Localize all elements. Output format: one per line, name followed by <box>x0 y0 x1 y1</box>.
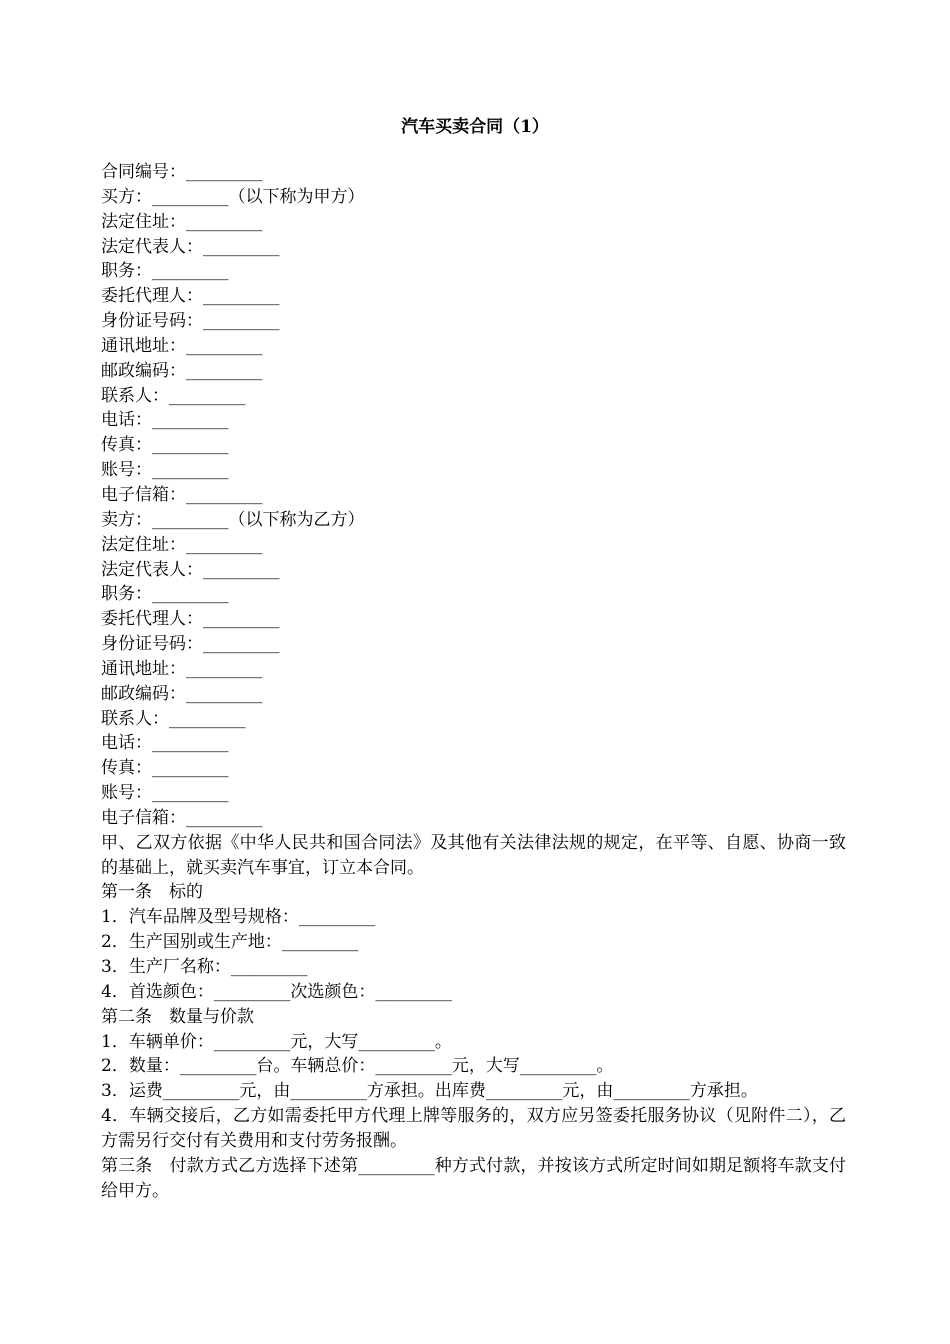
field-contract-number: 合同编号：_________ <box>101 162 263 182</box>
document-body <box>101 160 846 1203</box>
field-seller-agent: 委托代理人：_________ <box>101 609 280 630</box>
field-buyer-account: 账号：_________ <box>101 460 229 481</box>
article-2-heading: 第二条 数量与价款 <box>101 1006 254 1027</box>
field-seller-postcode: 邮政编码：_________ <box>101 683 263 704</box>
article-2-item-3: 3．运费_________元，由_________方承担。出库费_________元，由_________方承担。 <box>101 1081 758 1102</box>
field-seller-mail-address: 通讯地址：_________ <box>101 658 263 679</box>
article-1-heading: 第一条 标的 <box>101 882 203 903</box>
field-buyer-mail-address: 通讯地址：_________ <box>101 335 263 356</box>
field-seller-fax: 传真：_________ <box>101 758 229 779</box>
field-buyer-phone: 电话：_________ <box>101 410 229 431</box>
article-1-item-1: 1．汽车品牌及型号规格：_________ <box>101 907 376 928</box>
field-seller-address: 法定住址：_________ <box>101 534 263 555</box>
field-buyer-agent: 委托代理人：_________ <box>101 286 280 307</box>
article-2-item-2: 2．数量：_________台。车辆总价：_________元，大写_________。 <box>101 1056 614 1077</box>
field-buyer-fax: 传真：_________ <box>101 435 229 456</box>
field-seller-legal-rep: 法定代表人：_________ <box>101 559 280 580</box>
intro-paragraph: 甲、乙双方依据《中华人民共和国合同法》及其他有关法律法规的规定，在平等、自愿、协商一致的基础上，就买卖汽车事宜，订立本合同。 <box>101 832 846 878</box>
field-seller-id-number: 身份证号码：_________ <box>101 634 280 655</box>
field-buyer-contact: 联系人：_________ <box>101 385 246 406</box>
field-seller-contact: 联系人：_________ <box>101 708 246 729</box>
article-2-item-4: 4．车辆交接后，乙方如需委托甲方代理上牌等服务的，双方应另签委托服务协议（见附件二），乙方需另行交付有关费用和支付劳务报酬。 <box>101 1106 846 1151</box>
field-seller-email: 电子信箱：_________ <box>101 807 263 828</box>
field-buyer-address: 法定住址：_________ <box>101 211 263 232</box>
article-1-item-4: 4．首选颜色：_________次选颜色：_________ <box>101 981 452 1002</box>
article-2-item-1: 1．车辆单价：_________元，大写_________。 <box>101 1031 452 1052</box>
article-1-item-3: 3．生产厂名称：_________ <box>101 957 308 977</box>
field-buyer-email: 电子信箱：_________ <box>101 484 263 505</box>
field-seller: 卖方：_________（以下称为乙方） <box>101 509 365 530</box>
field-seller-account: 账号：_________ <box>101 783 229 804</box>
field-buyer: 买方：_________（以下称为甲方） <box>101 186 365 207</box>
field-seller-position: 职务：_________ <box>101 584 229 605</box>
article-1-item-2: 2．生产国别或生产地：_________ <box>101 932 359 953</box>
field-buyer-legal-rep: 法定代表人：_________ <box>101 236 280 257</box>
document-title: 汽车买卖合同（1） <box>401 117 549 137</box>
article-3-paragraph: 第三条 付款方式乙方选择下述第_________种方式付款，并按该方式所定时间如期足额将车款支付给甲方。 <box>101 1155 846 1201</box>
field-buyer-postcode: 邮政编码：_________ <box>101 360 263 381</box>
field-buyer-position: 职务：_________ <box>101 261 229 282</box>
field-buyer-id-number: 身份证号码：_________ <box>101 311 280 332</box>
field-seller-phone: 电话：_________ <box>101 733 229 754</box>
